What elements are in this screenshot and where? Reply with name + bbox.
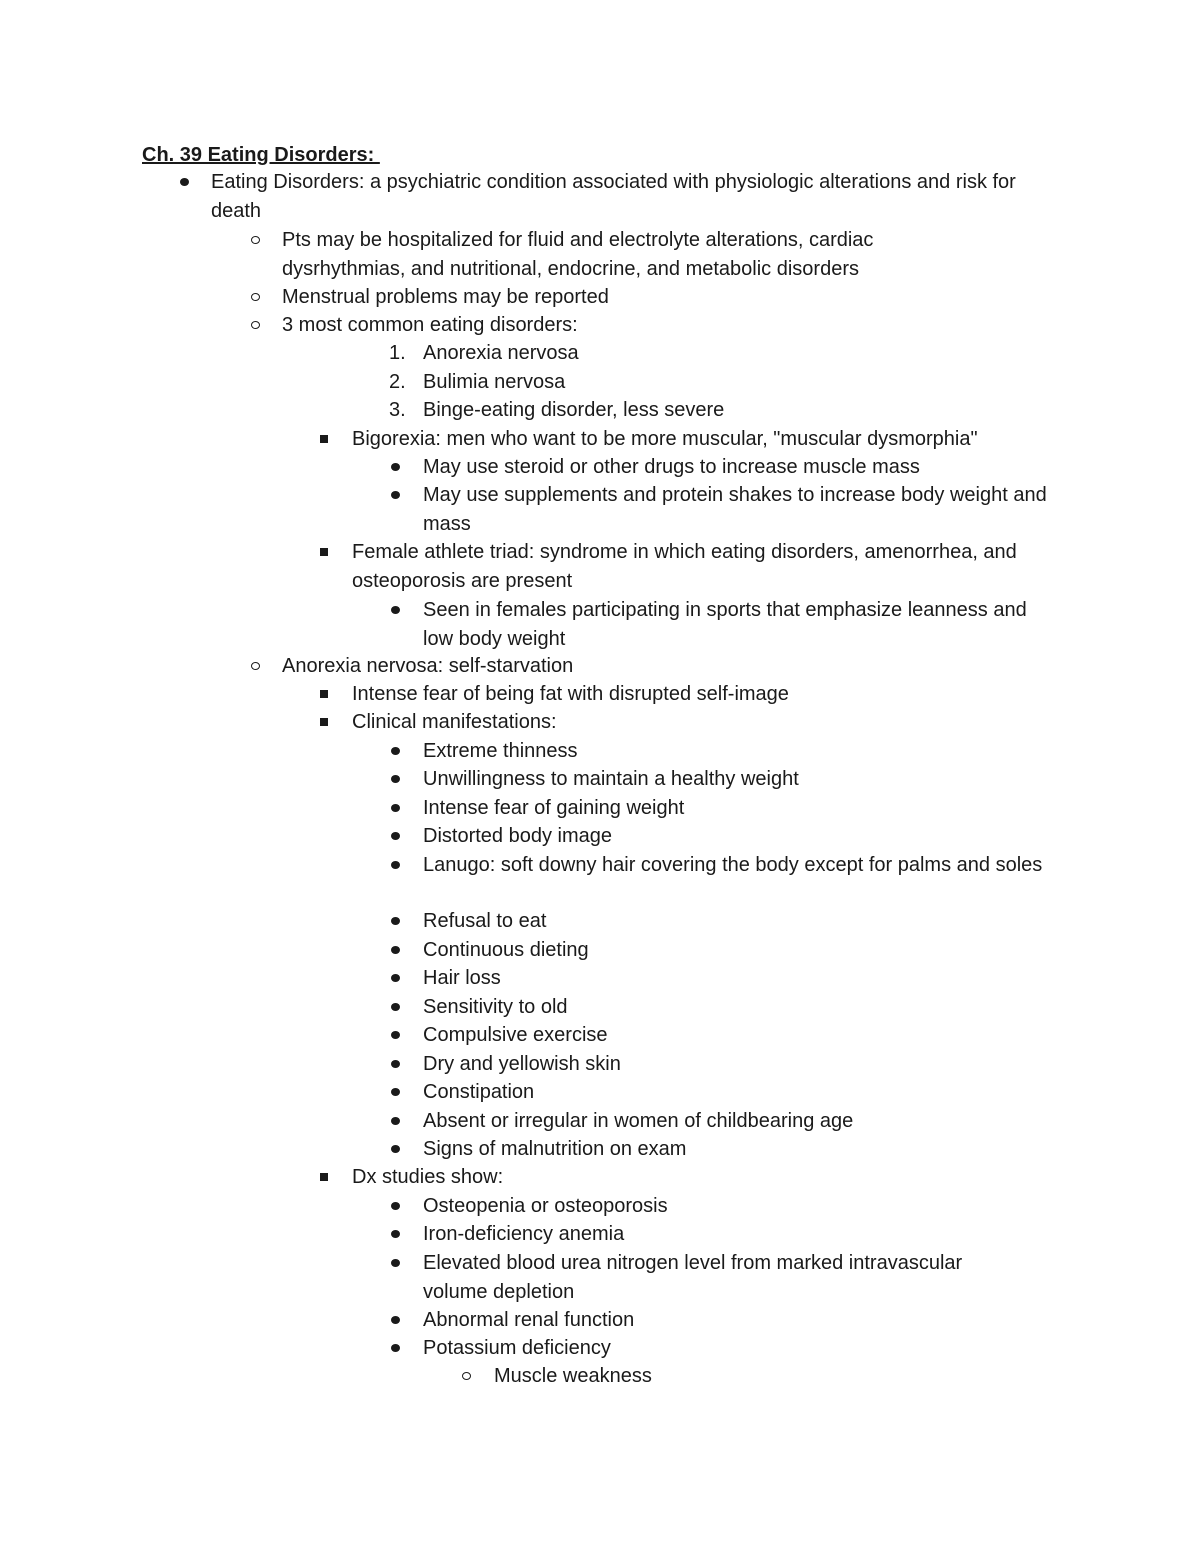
list-item: Dx studies show: <box>352 1166 504 1188</box>
list-number: 2. <box>389 371 406 393</box>
page-title: Ch. 39 Eating Disorders: <box>142 144 380 166</box>
list-item: Unwillingness to maintain a healthy weight <box>423 768 799 790</box>
list-item: Bigorexia: men who want to be more muscular, "muscular dysmorphia" <box>352 428 978 450</box>
list-item: Absent or irregular in women of childbearing age <box>423 1110 854 1132</box>
list-item: Seen in females participating in sports that emphasize leanness and low body weight <box>423 599 1027 650</box>
list-item: Sensitivity to old <box>423 996 568 1018</box>
list-item: Female athlete triad: syndrome in which eating disorders, amenorrhea, and osteoporosis are present <box>352 541 1017 592</box>
list-item: 3. Binge-eating disorder, less severe <box>423 396 1143 425</box>
list-item: Menstrual problems may be reported <box>282 286 609 308</box>
list-item: 1. Anorexia nervosa <box>423 339 1143 368</box>
list-item: Osteopenia or osteoporosis <box>423 1195 668 1217</box>
list-item: Elevated blood urea nitrogen level from marked intravascular volume depletion <box>423 1252 963 1303</box>
list-item: Intense fear of being fat with disrupted self-image <box>352 683 789 705</box>
list-item: Distorted body image <box>423 825 612 847</box>
list-item: Signs of malnutrition on exam <box>423 1138 687 1160</box>
list-item: May use supplements and protein shakes to increase body weight and mass <box>423 484 1047 535</box>
list-item: Eating Disorders: a psychiatric condition associated with physiologic alterations and risk for death <box>211 171 1016 222</box>
list-item: Lanugo: soft downy hair covering the body except for palms and soles <box>423 854 1043 876</box>
list-item: Dry and yellowish skin <box>423 1053 621 1075</box>
list-item: 3 most common eating disorders: <box>282 314 578 336</box>
list-item: Continuous dieting <box>423 939 589 961</box>
list-item: Potassium deficiency <box>423 1337 611 1359</box>
list-item: May use steroid or other drugs to increase muscle mass <box>423 456 920 478</box>
list-number: 3. <box>389 399 406 421</box>
list-item: Refusal to eat <box>423 910 547 932</box>
list-item: Clinical manifestations: <box>352 711 557 733</box>
list-item: Compulsive exercise <box>423 1024 608 1046</box>
list-item: Hair loss <box>423 967 501 989</box>
list-item: Anorexia nervosa: self-starvation <box>282 655 574 677</box>
list-item: 2. Bulimia nervosa <box>423 368 1143 397</box>
list-item: Extreme thinness <box>423 740 578 762</box>
list-item: Pts may be hospitalized for fluid and electrolyte alterations, cardiac dysrhythmias, and nutritional, endocrine, and metabolic disorders <box>282 229 874 280</box>
list-item: Iron-deficiency anemia <box>423 1223 625 1245</box>
list-item: Intense fear of gaining weight <box>423 797 685 819</box>
list-number: 1. <box>389 342 406 364</box>
list-item: Constipation <box>423 1081 535 1103</box>
list-item: Abnormal renal function <box>423 1309 635 1331</box>
list-item: Muscle weakness <box>494 1365 652 1387</box>
